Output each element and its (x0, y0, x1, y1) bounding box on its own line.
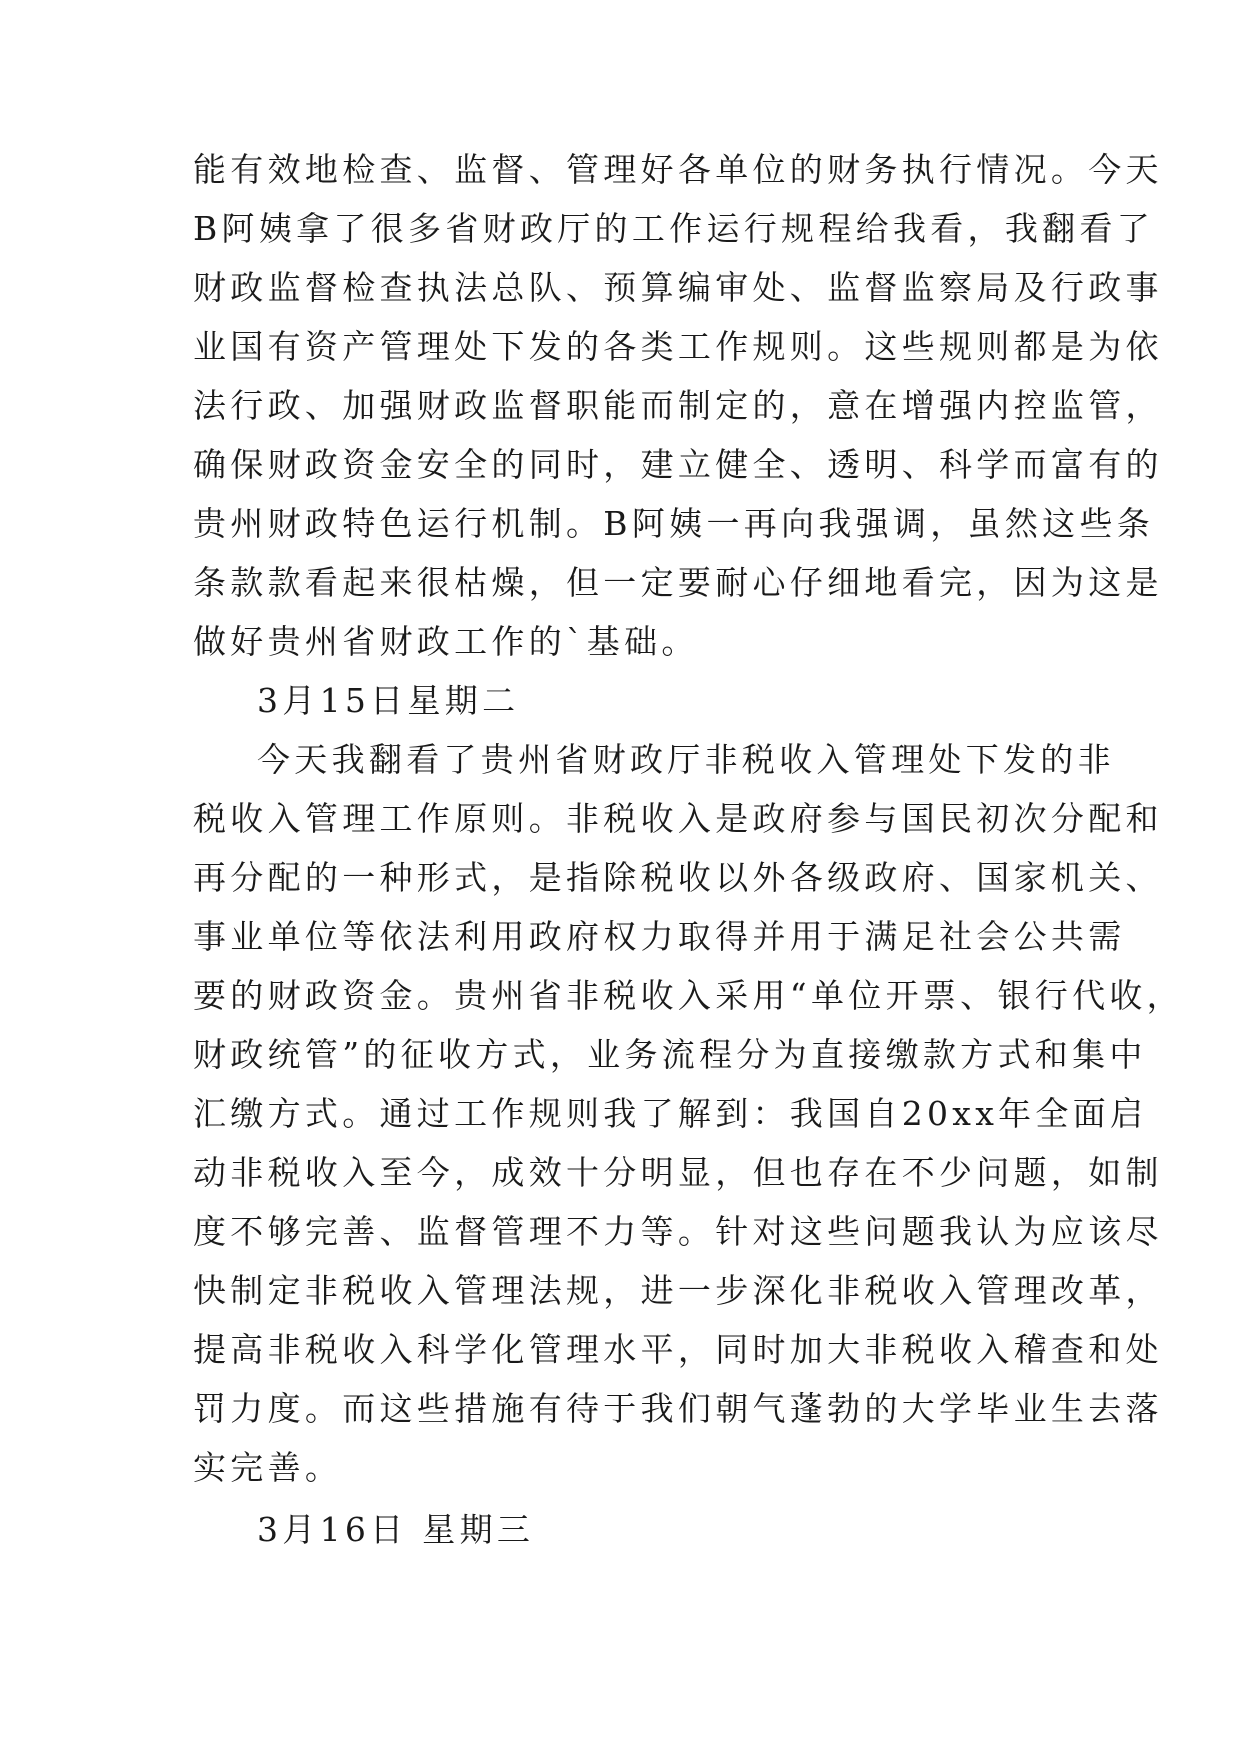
body-text-line: 度不够完善、监督管理不力等。针对这些问题我认为应该尽 (193, 1212, 1163, 1251)
body-text-line: 确保财政资金安全的同时，建立健全、透明、科学而富有的 (193, 445, 1163, 484)
body-text-line: 贵州财政特色运行机制。B阿姨一再向我强调，虽然这些条 (193, 504, 1155, 543)
body-text-line: 事业单位等依法利用政府权力取得并用于满足社会公共需 (193, 917, 1126, 956)
body-text-line: 汇缴方式。通过工作规则我了解到：我国自20xx年全面启 (193, 1094, 1148, 1133)
body-text-line: B阿姨拿了很多省财政厅的工作运行规程给我看，我翻看了 (193, 209, 1155, 248)
body-text-line: 动非税收入至今，成效十分明显，但也存在不少问题，如制 (193, 1153, 1163, 1192)
body-text-line: 财政统管”的征收方式，业务流程分为直接缴款方式和集中 (193, 1035, 1147, 1074)
body-text-line: 提高非税收入科学化管理水平，同时加大非税收入稽查和处 (193, 1330, 1163, 1369)
body-text-line: 要的财政资金。贵州省非税收入采用“单位开票、银行代收， (193, 976, 1184, 1015)
body-text-line: 做好贵州省财政工作的`基础。 (193, 622, 699, 661)
body-text-line: 能有效地检查、监督、管理好各单位的财务执行情况。今天 (193, 150, 1163, 189)
body-text-line: 条款款看起来很枯燥，但一定要耐心仔细地看完，因为这是 (193, 563, 1163, 602)
body-text-line: 财政监督检查执法总队、预算编审处、监督监察局及行政事 (193, 268, 1163, 307)
body-text-line: 法行政、加强财政监督职能而制定的，意在增强内控监管， (193, 386, 1163, 425)
body-text-line: 再分配的一种形式，是指除税收以外各级政府、国家机关、 (193, 858, 1163, 897)
date-heading: 3月16日 星期三 (257, 1510, 535, 1549)
body-text-line: 快制定非税收入管理法规，进一步深化非税收入管理改革， (193, 1271, 1163, 1310)
body-text-line: 税收入管理工作原则。非税收入是政府参与国民初次分配和 (193, 799, 1163, 838)
paragraph-first-line: 今天我翻看了贵州省财政厅非税收入管理处下发的非 (257, 740, 1115, 779)
body-text-line: 实完善。 (193, 1448, 343, 1487)
date-heading: 3月15日星期二 (257, 681, 520, 720)
body-text-line: 罚力度。而这些措施有待于我们朝气蓬勃的大学毕业生去落 (193, 1389, 1163, 1428)
body-text-line: 业国有资产管理处下发的各类工作规则。这些规则都是为依 (193, 327, 1163, 366)
